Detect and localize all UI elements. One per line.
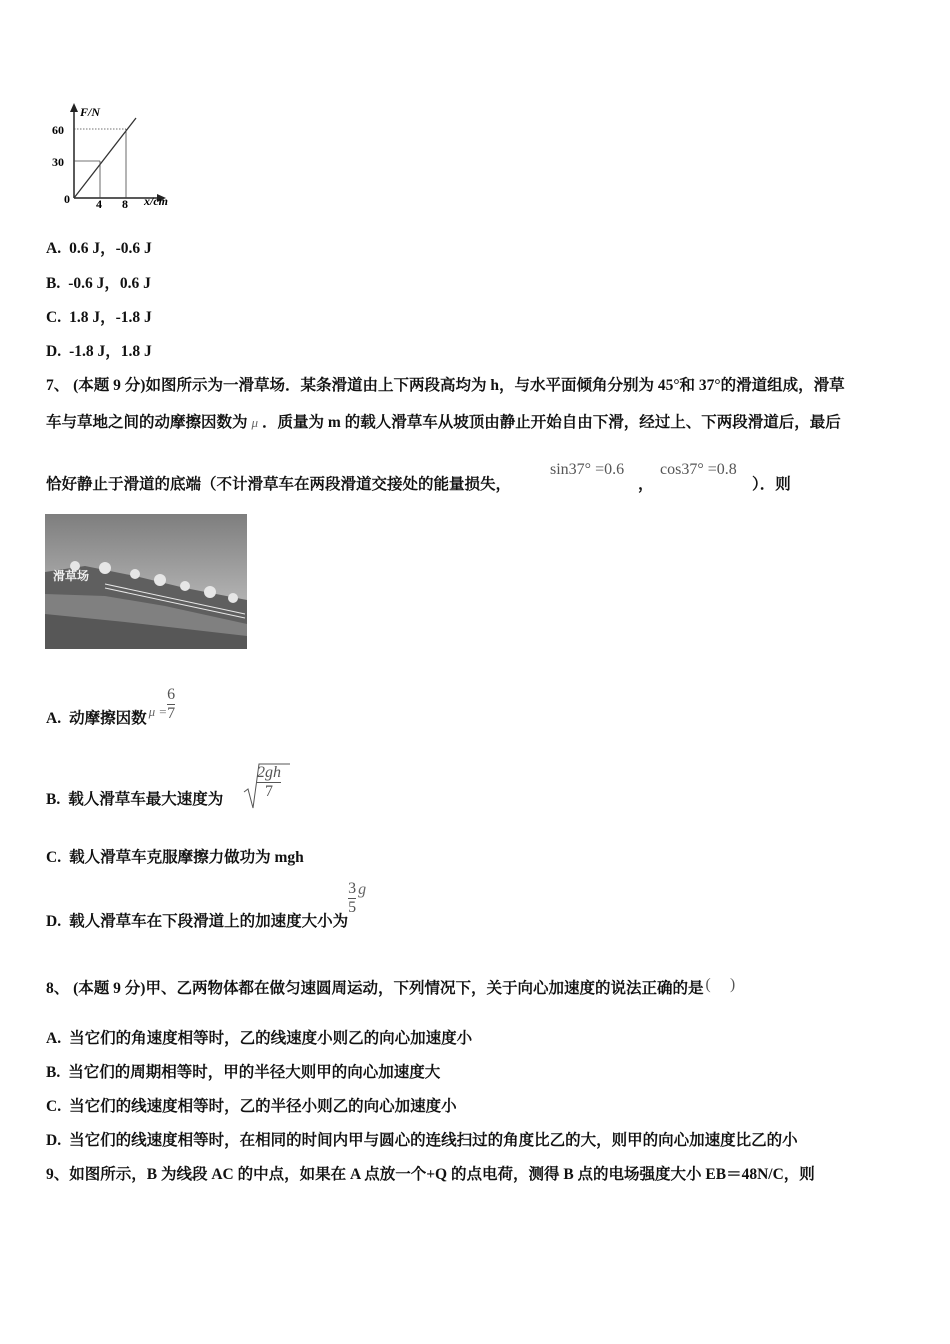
option-letter: A. [46,710,62,728]
fraction-six-sevenths [167,686,175,723]
q8-option-c [46,1094,457,1116]
q8-option-d [46,1128,798,1150]
photo-sign-text: 滑草场 [53,569,90,583]
q8-stem [46,976,735,998]
option-text: 载人滑草车克服摩擦力做功为 mgh [69,849,304,866]
q7-stem-line1: 7、 (本题 9 分)如图所示为一滑草场．某条滑道由上下两段高均为 h，与水平面倾角分别为 45°和 37°的滑道组成，滑草 [46,377,845,394]
mu-symbol: μ [251,415,259,430]
option-text: 当它们的角速度相等时，乙的线速度小则乙的向心加速度小 [69,1030,473,1047]
y-axis-arrow [70,103,78,112]
option-letter: C. [46,1098,62,1115]
option-letter: D. [46,913,62,931]
y-axis-label: F/N [80,105,101,119]
sin-value: sin37° =0.6 [550,461,625,478]
origin-label: 0 [64,192,70,206]
q7-option-d [46,880,366,930]
option-letter: D. [46,343,62,360]
q7-option-b [46,762,223,812]
q7-option-c [46,845,304,867]
x-axis-label: x/cm [144,194,168,208]
q7-stem-line3 [46,472,511,494]
q6-option-a [46,236,152,258]
numerator: 2gh [257,764,281,781]
q6-option-c [46,305,152,327]
denominator: 7 [257,782,281,801]
g-symbol: g [358,881,367,899]
option-text: 当它们的线速度相等时，乙的半径小则乙的向心加速度小 [69,1098,457,1115]
q6-option-d [46,339,152,361]
q7-line3-start: 恰好静止于滑道的底端（不计滑草车在两段滑道交接处的能量损失， [46,476,512,493]
option-letter: B. [46,791,61,808]
q6-option-b [46,271,151,293]
q7-option-a [46,686,175,736]
denominator: 7 [167,705,176,722]
q7-line2-start: 车与草地之间的动摩擦因数为 [46,414,248,431]
y-tick-30: 30 [52,155,64,169]
option-text: 载人滑草车最大速度为 [68,791,224,808]
q7-comma: ， [638,476,654,493]
grass-slope-photo [45,514,247,649]
option-text: 载人滑草车在下段滑道上的加速度大小为 [69,913,349,931]
option-text: 动摩擦因数 [69,710,147,728]
option-letter: A. [46,1030,62,1047]
x-tick-4: 4 [96,197,102,211]
fraction-three-fifths [348,880,356,917]
answer-paren: ( ) [705,976,736,993]
option-text: -0.6 J，0.6 J [68,275,151,292]
option-text: 当它们的线速度相等时，在相同的时间内甲与圆心的连线扫过的角度比乙的大，则甲的向心加速度比乙的小 [69,1132,798,1149]
sqrt-fraction [257,764,281,801]
mu-equals: μ = [148,704,168,720]
option-letter: D. [46,1132,62,1149]
option-letter: B. [46,275,61,292]
force-line [74,118,136,198]
q8-stem-text: 8、 (本题 9 分)甲、乙两物体都在做匀速圆周运动，下列情况下，关于向心加速度的说法正确的是 [46,980,704,997]
cos-value: cos37° =0.8 [660,461,737,478]
option-text: -1.8 J，1.8 J [69,343,152,360]
q7-line3-end: ）．则 [752,476,791,493]
option-letter: A. [46,240,62,257]
q7-line2-end: ．质量为 m 的载人滑草车从坡顶由静止开始自由下滑，经过上、下两段滑道后，最后 [262,414,841,431]
numerator: 3 [348,880,357,897]
option-letter: B. [46,1064,61,1081]
y-tick-60: 60 [52,123,64,137]
option-text: 1.8 J，-1.8 J [69,309,152,326]
q8-option-b [46,1060,440,1082]
option-text: 当它们的周期相等时，甲的半径大则甲的向心加速度大 [68,1064,441,1081]
option-text: 0.6 J，-0.6 J [69,240,152,257]
q8-option-a [46,1026,472,1048]
option-letter: C. [46,849,62,866]
q7-stem-line2 [46,410,841,432]
numerator: 6 [167,686,176,703]
force-displacement-graph [44,100,184,215]
option-letter: C. [46,309,62,326]
x-tick-8: 8 [122,197,128,211]
q9-stem: 9、如图所示，B 为线段 AC 的中点，如果在 A 点放一个+Q 的点电荷，测得 B 点的电场强度大小 EB＝48N/C，则 [46,1166,815,1183]
denominator: 5 [348,899,357,916]
